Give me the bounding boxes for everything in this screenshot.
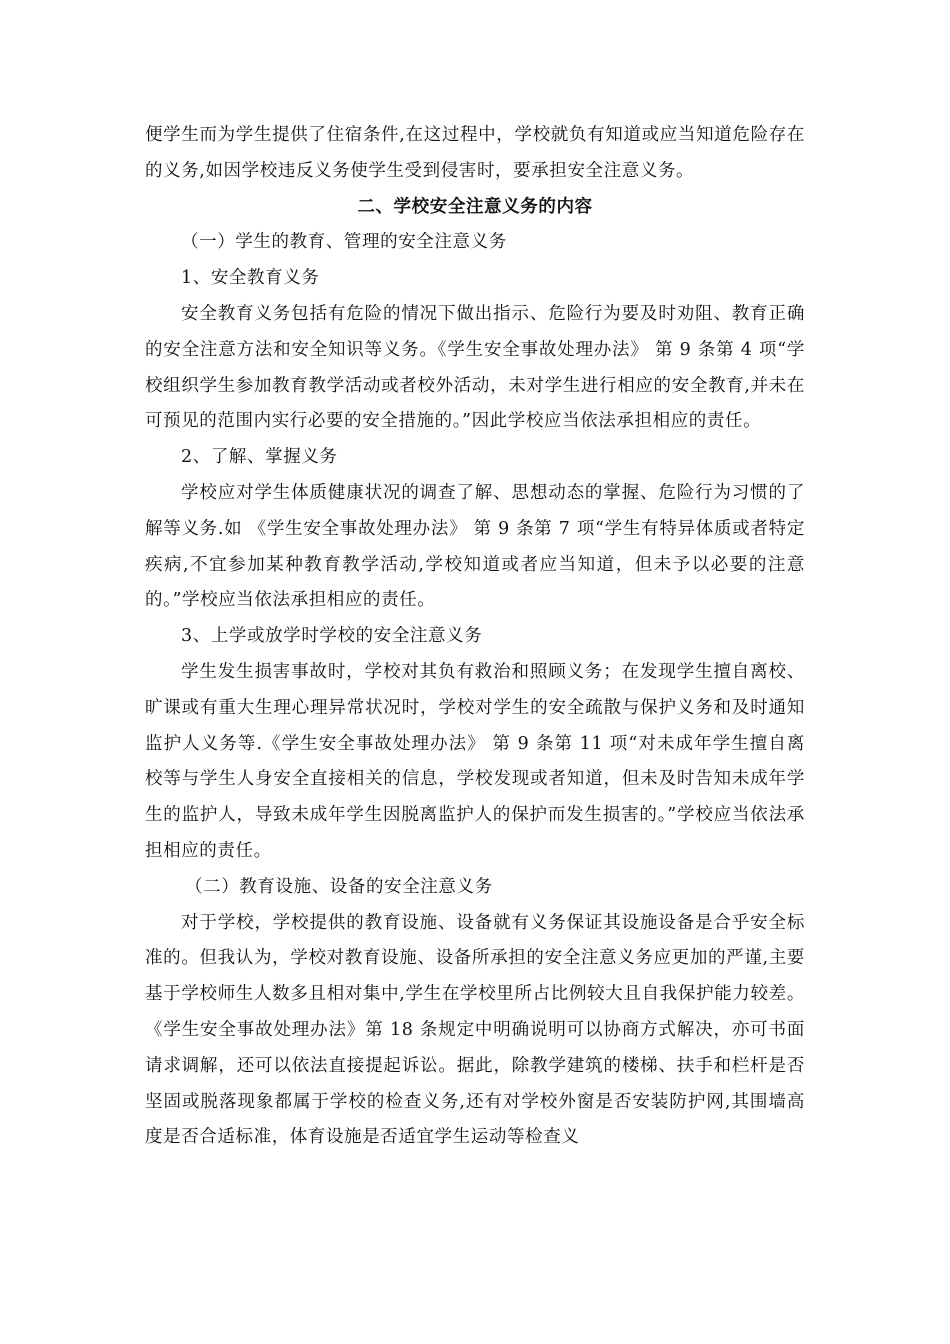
item-1-body: 安全教育义务包括有危险的情况下做出指示、危险行为要及时劝阻、教育正确的安全注意方法和安全知识等义务。《学生安全事故处理办法》 第 9 条第 4 项“学校组织学生参加教育教学活动或者校外活动，未对学生进行相应的安全教育,并未在可预见的范围内实行必要的安全措施的。”因此学校应当依法承担相应的责任。 (145, 303, 805, 432)
item-3-title: 3、上学或放学时学校的安全注意义务 (181, 626, 483, 647)
item-3-body: 学生发生损害事故时，学校对其负有救治和照顾义务；在发现学生擅自离校、旷课或有重大生理心理异常状况时，学校对学生的安全疏散与保护义务和及时通知监护人义务等.《学生安全事故处理办法》 第 9 条第 11 项“对未成年学生擅自离校等与学生人身安全直接相关的信息，学校发现或者知道，但未及时告知未成年学生的监护人，导致未成年学生因脱离监护人的保护而发生损害的。”学校应当依法承担相应的责任。 (145, 661, 805, 861)
subsection-2-body: 对于学校，学校提供的教育设施、设备就有义务保证其设施设备是合乎安全标准的。但我认为，学校对教育设施、设备所承担的安全注意义务应更加的严谨,主要基于学校师生人数多且相对集中,学生在学校里所占比例较大且自我保护能力较差。《学生安全事故处理办法》第 18 条规定中明确说明可以协商方式解决，亦可书面请求调解，还可以依法直接提起诉讼。据此，除教学建筑的楼梯、扶手和栏杆是否坚固或脱落现象都属于学校的检查义务,还有对学校外窗是否安装防护网,其围墙高度是否合适标准，体育设施是否适宜学生运动等检查义 (145, 912, 805, 1148)
subsection-2-title: （二）教育设施、设备的安全注意义务 (185, 876, 493, 897)
subsection-1-title: （一）学生的教育、管理的安全注意义务 (181, 232, 507, 253)
section-title: 二、学校安全注意义务的内容 (357, 196, 593, 217)
document-page (145, 118, 805, 1156)
item-2-title: 2、了解、掌握义务 (181, 447, 338, 468)
item-1-title: 1、安全教育义务 (181, 268, 320, 289)
item-2-body: 学校应对学生体质健康状况的调查了解、思想动态的掌握、危险行为习惯的了解等义务.如 《学生安全事故处理办法》 第 9 条第 7 项“学生有特异体质或者特定疾病,不宜参加某种教育教学活动,学校知道或者应当知道，但未予以必要的注意的。”学校应当依法承担相应的责任。 (145, 482, 805, 611)
continuation-paragraph: 便学生而为学生提供了住宿条件,在这过程中，学校就负有知道或应当知道危险存在的义务,如因学校违反义务使学生受到侵害时，要承担安全注意义务。 (145, 125, 805, 181)
